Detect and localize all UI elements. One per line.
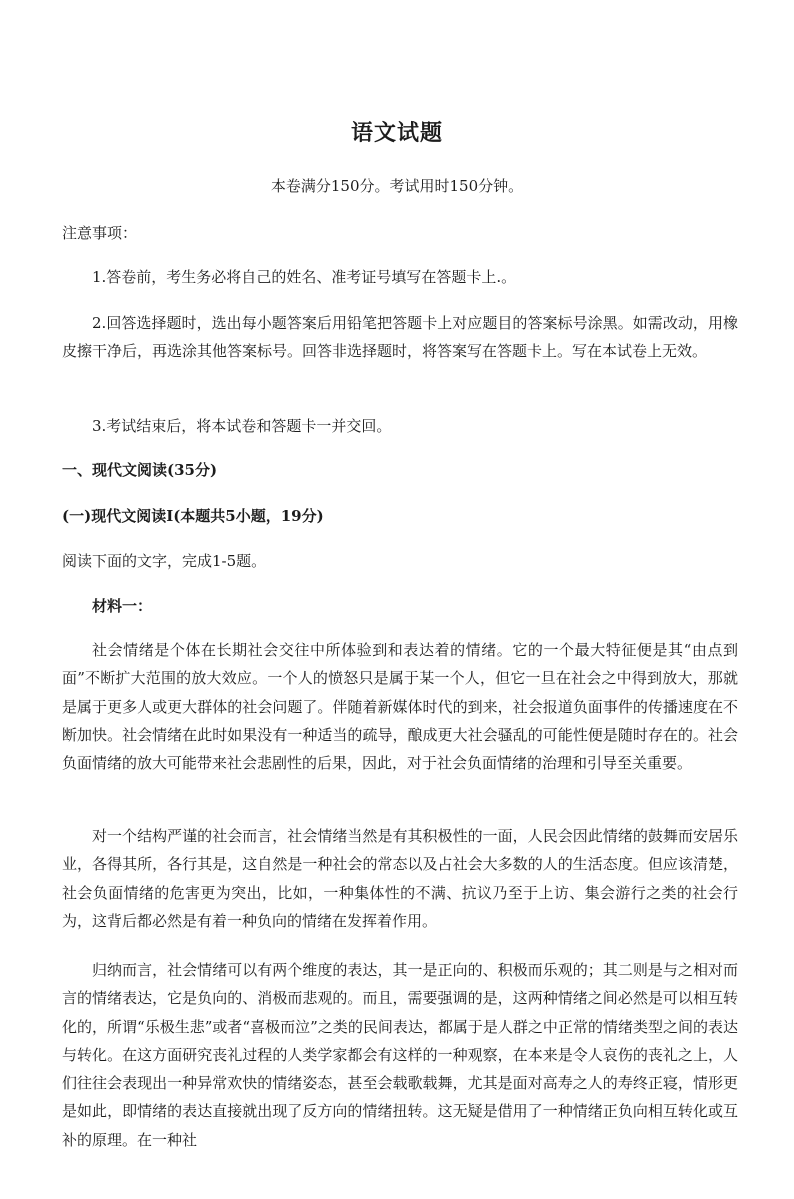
material-paragraph-1: 社会情绪是个体在长期社会交往中所体验到和表达着的情绪。它的一个最大特征便是其“由点到面”不断扩大范围的放大效应。一个人的愤怒只是属于某一个人，但它一旦在社会之中得到放大，那就是属于更多人或更大群体的社会问题了。伴随着新媒体时代的到来，社会报道负面事件的传播速度在不断加快。社会情绪在此时如果没有一种适当的疏导，酿成更大社会骚乱的可能性便是随时存在的。社会负面情绪的放大可能带来社会悲剧性的后果，因此，对于社会负面情绪的治理和引导至关重要。 (62, 641, 738, 773)
material-paragraph-2: 对一个结构严谨的社会而言，社会情绪当然是有其积极性的一面，人民会因此情绪的鼓舞而安居乐业，各得其所，各行其是，这自然是一种社会的常态以及占社会大多数的人的生活态度。但应该清楚，社会负面情绪的危害更为突出，比如，一种集体性的不满、抗议乃至于上访、集会游行之类的社会行为，这背后都必然是有着一种负向的情绪在发挥着作用。 (62, 827, 738, 930)
material-paragraph-3: 归纳而言，社会情绪可以有两个维度的表达，其一是正向的、积极而乐观的；其二则是与之相对而言的情绪表达，它是负向的、消极而悲观的。而且，需要强调的是，这两种情绪之间必然是可以相互转化的，所谓“乐极生悲”或者“喜极而泣”之类的民间表达，都属于是人群之中正常的情绪类型之间的表达与转化。在这方面研究丧礼过程的人类学家都会有这样的一种观察，在本来是令人哀伤的丧礼之上，人们往往会表现出一种异常欢快的情绪姿态，甚至会载歌载舞，尤其是面对高寿之人的寿终正寝，情形更是如此，即情绪的表达直接就出现了反方向的情绪扭转。这无疑是借用了一种情绪正负向相互转化或互补的原理。在一种社 (62, 961, 738, 1149)
subsection-heading: (一)现代文阅读Ⅰ(本题共5小题，19分) (62, 507, 324, 525)
exam-info: 本卷满分150分。考试用时150分钟。 (270, 177, 524, 195)
notice-label: 注意事项： (62, 224, 138, 242)
reading-instruction: 阅读下面的文字，完成1-5题。 (62, 552, 267, 570)
section-heading: 一、现代文阅读(35分) (62, 461, 218, 479)
notice-item-2: 2.回答选择题时，选出每小题答案后用铅笔把答题卡上对应题目的答案标号涂黑。如需改动，用橡皮擦干净后，再选涂其他答案标号。回答非选择题时，将答案写在答题卡上。写在本试卷上无效。 (62, 314, 738, 360)
notice-item-3: 3.考试结束后，将本试卷和答题卡一并交回。 (92, 417, 392, 435)
page-title: 语文试题 (350, 120, 443, 146)
notice-item-1: 1.答卷前，考生务必将自己的姓名、准考证号填写在答题卡上.。 (92, 268, 517, 286)
material-label: 材料一： (92, 597, 153, 615)
